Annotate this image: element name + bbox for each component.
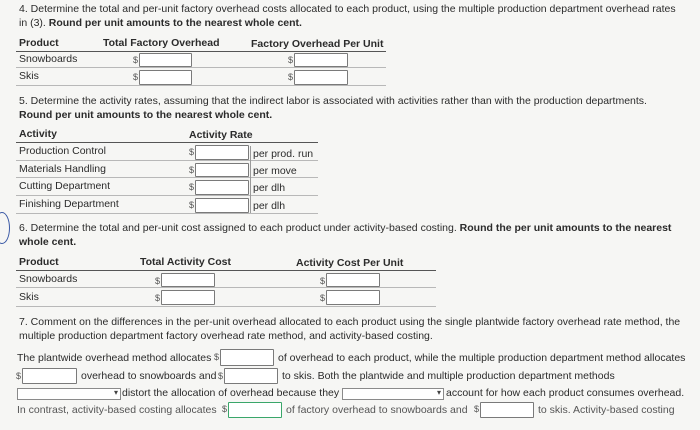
dollar-sign: $ — [320, 276, 326, 286]
q4-round-instruction: Round per unit amounts to the nearest whole cent. — [48, 17, 302, 29]
dollar-sign: $ — [320, 293, 326, 303]
q7-text-2a: overhead to snowboards and — [81, 370, 217, 382]
q6-header-per-unit: Activity Cost Per Unit — [296, 257, 404, 269]
q4-row-divider — [16, 85, 386, 86]
dollar-sign: $ — [288, 72, 294, 82]
q5-row-production-control: Production Control — [19, 145, 106, 157]
q6-row-skis: Skis — [19, 291, 39, 303]
q6-header-total: Total Activity Cost — [140, 256, 232, 268]
q5-row-cutting-department: Cutting Department — [19, 180, 111, 192]
q7-dropdown-account[interactable] — [342, 388, 444, 400]
dollar-sign: $ — [16, 371, 22, 381]
dollar-sign: $ — [474, 404, 480, 414]
q4-row-skis: Skis — [19, 70, 39, 82]
dollar-sign: $ — [222, 404, 228, 414]
dollar-sign: $ — [155, 293, 161, 303]
q5-row-divider — [16, 195, 318, 196]
q5-materials-handling-rate-input[interactable] — [195, 163, 249, 177]
q7-text-4c: to skis. Activity-based costing — [538, 404, 675, 416]
q6-snowboards-per-unit-input[interactable] — [326, 273, 380, 287]
q6-header-product: Product — [19, 256, 59, 268]
q4-skis-per-unit-input[interactable] — [294, 70, 348, 85]
q7-plantwide-amount-input[interactable] — [220, 349, 274, 366]
dollar-sign: $ — [133, 55, 139, 65]
dollar-sign: $ — [288, 55, 294, 65]
q5-header-activity: Activity — [19, 128, 57, 140]
q7-text-3a: distort the allocation of overhead because they — [122, 387, 340, 399]
q4-line2 — [19, 16, 302, 31]
dollar-sign: $ — [218, 371, 224, 381]
q5-unit-cutting-department: per dlh — [253, 182, 286, 194]
q7-abc-skis-input[interactable] — [480, 402, 534, 418]
q5-unit-production-control: per prod. run — [253, 148, 314, 160]
q4-line2-text: in (3). — [19, 17, 49, 29]
q4-header-total: Total Factory Overhead — [103, 37, 220, 49]
q5-unit-finishing-department: per dlh — [253, 200, 286, 212]
q6-line1-text: 6. Determine the total and per-unit cost assigned to each product under activity-based costing. — [19, 222, 460, 234]
q6-line1 — [19, 221, 671, 236]
chevron-down-icon: ▾ — [113, 388, 118, 397]
dollar-sign: $ — [189, 147, 195, 157]
dollar-sign: $ — [155, 276, 161, 286]
q7-line1: 7. Comment on the differences in the per-unit overhead allocated to each product using the single plantwide factory overhead rate method, the — [19, 316, 681, 328]
dollar-sign: $ — [189, 182, 195, 192]
q5-cutting-department-rate-input[interactable] — [195, 180, 249, 195]
q5-row-divider — [16, 177, 318, 178]
question-bracket-marker — [0, 212, 10, 244]
q5-line1: 5. Determine the activity rates, assuming that the indirect labor is associated with activities rather than with the production departments. — [19, 95, 647, 107]
dollar-sign: $ — [133, 72, 139, 82]
q4-header-per-unit: Factory Overhead Per Unit — [251, 38, 384, 50]
q5-production-control-rate-input[interactable] — [195, 145, 249, 160]
q7-multi-dept-skis-input[interactable] — [224, 368, 278, 384]
q4-skis-total-input[interactable] — [139, 70, 192, 85]
q6-skis-per-unit-input[interactable] — [326, 290, 380, 305]
q5-row-divider — [16, 160, 318, 161]
q7-text-4a: In contrast, activity-based costing allocates — [17, 404, 217, 416]
q7-text-4b: of factory overhead to snowboards and — [286, 404, 468, 416]
q4-snowboards-total-input[interactable] — [139, 53, 192, 67]
q7-abc-total-input[interactable] — [228, 402, 282, 418]
q5-row-finishing-department: Finishing Department — [19, 198, 119, 210]
dollar-sign: $ — [214, 352, 220, 362]
q5-row-materials-handling: Materials Handling — [19, 163, 106, 175]
q4-header-divider — [16, 51, 386, 52]
q7-text-2b: to skis. Both the plantwide and multiple production department methods — [282, 370, 615, 382]
chevron-down-icon: ▾ — [436, 388, 441, 397]
q4-row-divider — [16, 67, 386, 68]
q5-header-divider — [16, 142, 318, 143]
q6-row-divider — [16, 287, 436, 288]
q5-round-instruction: Round per unit amounts to the nearest whole cent. — [19, 109, 273, 121]
q4-snowboards-per-unit-input[interactable] — [294, 53, 348, 67]
q5-finishing-department-rate-input[interactable] — [195, 198, 249, 213]
q6-line2: whole cent. — [19, 236, 77, 248]
q7-dropdown-distort[interactable] — [17, 388, 121, 400]
q6-skis-total-input[interactable] — [161, 290, 215, 305]
q6-snowboards-total-input[interactable] — [161, 273, 215, 287]
q5-unit-divider — [250, 146, 251, 213]
q5-row-divider — [16, 213, 318, 214]
dollar-sign: $ — [189, 200, 195, 210]
q7-text-3b: account for how each product consumes overhead. — [446, 387, 685, 399]
q7-text-1b: of overhead to each product, while the multiple production department method allocates — [278, 352, 686, 364]
q5-header-rate: Activity Rate — [189, 129, 253, 141]
q7-text-1a: The plantwide overhead method allocates — [17, 352, 212, 364]
q4-row-snowboards: Snowboards — [19, 53, 78, 65]
q6-round-instruction: Round the per unit amounts to the nearest — [459, 222, 672, 234]
q4-header-product: Product — [19, 37, 59, 49]
dollar-sign: $ — [189, 165, 195, 175]
q7-line2: multiple production department factory overhead rate method, and activity-based costing. — [19, 330, 433, 342]
q7-multi-dept-snowboards-input[interactable] — [22, 368, 77, 384]
q5-unit-materials-handling: per move — [253, 165, 297, 177]
q4-line1: 4. Determine the total and per-unit factory overhead costs allocated to each product, using the multiple production department overhead rates — [19, 3, 676, 15]
q6-row-divider — [16, 306, 436, 307]
q6-row-snowboards: Snowboards — [19, 273, 78, 285]
q6-header-divider — [16, 270, 436, 271]
